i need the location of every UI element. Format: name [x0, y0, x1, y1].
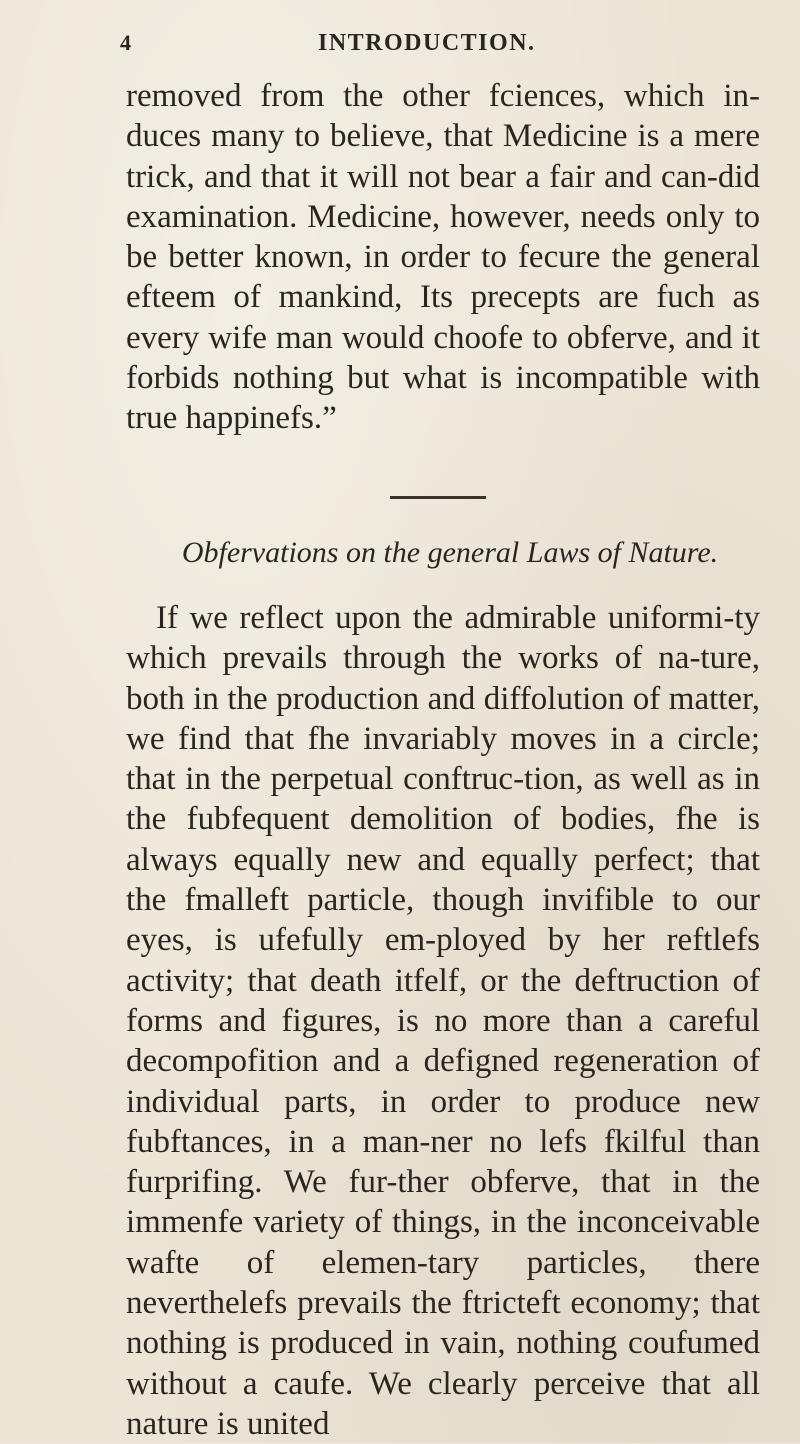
running-head-title: INTRODUCTION.	[318, 30, 536, 56]
page-number: 4	[120, 30, 131, 55]
running-head	[0, 24, 800, 64]
paragraph-1: removed from the other fciences, which in-duces many to believe, that Medicine is a mere trick, and that it will not bear a fair and can-did examination. Medicine, however, needs only to be better known, in order to fecure the general efteem of mankind, Its precepts are fuch as every wife man would choofe to obferve, and it forbids nothing but what is incompatible with true happinefs.”	[126, 78, 760, 437]
paragraph-2: If we reflect upon the admirable uniformi-ty which prevails through the works of na-ture, both in the production and diffolution of matter, we find that fhe invariably moves in a circle; that in the perpetual conftruc-tion, as well as in the fubfequent demolition of bodies, fhe is always equally new and equally perfect; that the fmalleft particle, though invifible to our eyes, is ufefully em-ployed by her reftlefs activity; that death itfelf, or the deftruction of forms and figures, is no more than a careful decompofition and a defigned regeneration of individual parts, in order to produce new fubftances, in a man-ner no lefs fkilful than furprifing. We fur-ther obferve, that in the immenfe variety of things, in the inconceivable wafte of elemen-tary particles, there neverthelefs prevails the ftricteft economy; that nothing is produced in vain, nothing coufumed without a caufe. We clearly perceive that all nature is united	[126, 600, 760, 1442]
section-heading: Obfervations on the general Laws of Nature.	[181, 536, 719, 569]
section-divider	[390, 496, 486, 499]
